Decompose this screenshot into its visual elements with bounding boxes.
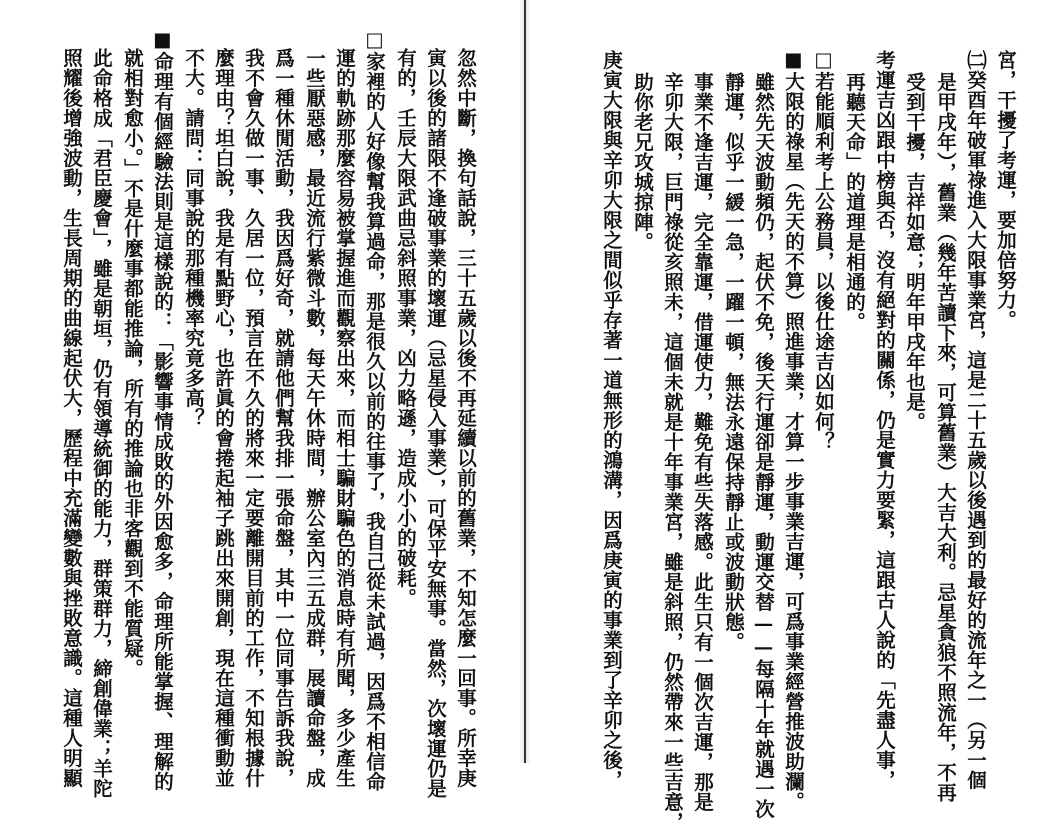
right-col-2: ㈡癸酉年破軍祿進入大限事業宮，這是二十五歲以後遇到的最好的流年之一（另一個 [964, 50, 987, 790]
left-col-6: 一些厭惡感，最近流行紫微斗數，每天午休時間，辦公室內三五成群，展讀命盤，成 [303, 48, 326, 788]
right-col-7: □若能順利考上公務員，以後仕途吉凶如何？ [812, 48, 835, 452]
right-col-5: 考運吉凶跟中榜與否，沒有絕對的關係，仍是實力要緊，這跟古人說的「先盡人事， [873, 50, 896, 790]
left-col-8: 我不會久做一事、久居一位，預言在不久的將來一定要離開目前的工作，不知根據什 [242, 48, 265, 788]
left-col-5: 運的軌跡那麼容易被掌握進而觀察出來，而相士騙財騙色的消息時有所聞，多少產生 [333, 48, 356, 788]
left-col-14: 照耀後增強波動，生長周期的曲線起伏大，歷程中充滿變數與挫敗意識。這種人明顯 [60, 48, 83, 788]
left-col-1: 忽然中斷，換句話說，三十五歲以後不再延續以前的舊業，不知怎麼一回事。所幸庚 [454, 48, 477, 788]
right-col-11: 事業不逢吉運，完全靠運，借運使力，難免有些失落感。此生只有一個次吉運，那是 [691, 72, 714, 812]
right-col-4: 受到干擾，吉祥如意；明年甲戌年也是。 [903, 72, 926, 432]
left-col-7: 爲一種休閒活動，我因爲好奇，就請他們幫我排一張命盤，其中一位同事告訴我說， [272, 48, 295, 788]
left-page [0, 0, 520, 799]
right-col-1: 宮，干擾了考運，要加倍努力。 [994, 50, 1017, 330]
left-col-11: ■命理有個經驗法則是這樣說的：「影響事情成敗的外因愈多，命理所能掌握、理解的 [151, 28, 174, 792]
right-col-9: 雖然先天波動頻仍，起伏不免，後天行運卻是靜運，動運交替——每隔十年就遇一次 [752, 72, 775, 819]
right-col-6: 再聽天命」的道理是相通的。 [843, 72, 866, 332]
right-col-3: 是甲戌年），舊業（幾年苦讀下來，可算舊業）大吉大利。忌星貪狼不照流年，不再 [934, 72, 957, 803]
right-col-10: 靜運，似乎一緩一急，一躍一頓，無法永遠保持靜止或波動狀態。 [722, 72, 745, 652]
right-col-12: 辛卯大限，巨門祿從亥照未，這個未就是十年事業宮，雖是斜照，仍然帶來一些吉意， [661, 72, 684, 832]
left-col-9: 麼理由？坦白說，我是有點野心，也許眞的會捲起袖子跳出來開創，現在這種衝動並 [212, 48, 235, 788]
left-col-12: 就相對愈小。」不是什麼事都能推論，所有的推論也非客觀到不能質疑。 [121, 48, 144, 679]
left-col-10: 不大。請問：同事說的那種機率究竟多高？ [182, 48, 205, 428]
right-col-14: 庚寅大限與辛卯大限之間似乎存著一道無形的鴻溝，因爲庚寅的事業到了辛卯之後， [600, 50, 623, 790]
right-col-13: 助你老兄攻城掠陣。 [631, 72, 654, 252]
right-page [530, 0, 1049, 832]
left-col-2: 寅以後的諸限不逢破事業的壞運（忌星侵入事業），可保平安無事。當然，次壞運仍是 [424, 48, 447, 799]
gutter-fold-line [524, 0, 526, 763]
left-col-3: 有的，壬辰大限武曲忌斜照事業，凶力略遜，造成小小的破耗。 [394, 48, 417, 608]
left-col-13: 此命格成「君臣慶會」，雖是朝垣，仍有領導統御的能力，群策群力，締創偉業；羊陀 [90, 48, 113, 799]
right-col-8: ■大限的祿星（先天的不算）照進事業，才算一步事業吉運，可爲事業經營推波助瀾。 [782, 48, 805, 812]
left-col-4: □家裡的人好像幫我算過命，那是很久以前的往事了，我自己從未試過，因爲不相信命 [363, 28, 386, 792]
